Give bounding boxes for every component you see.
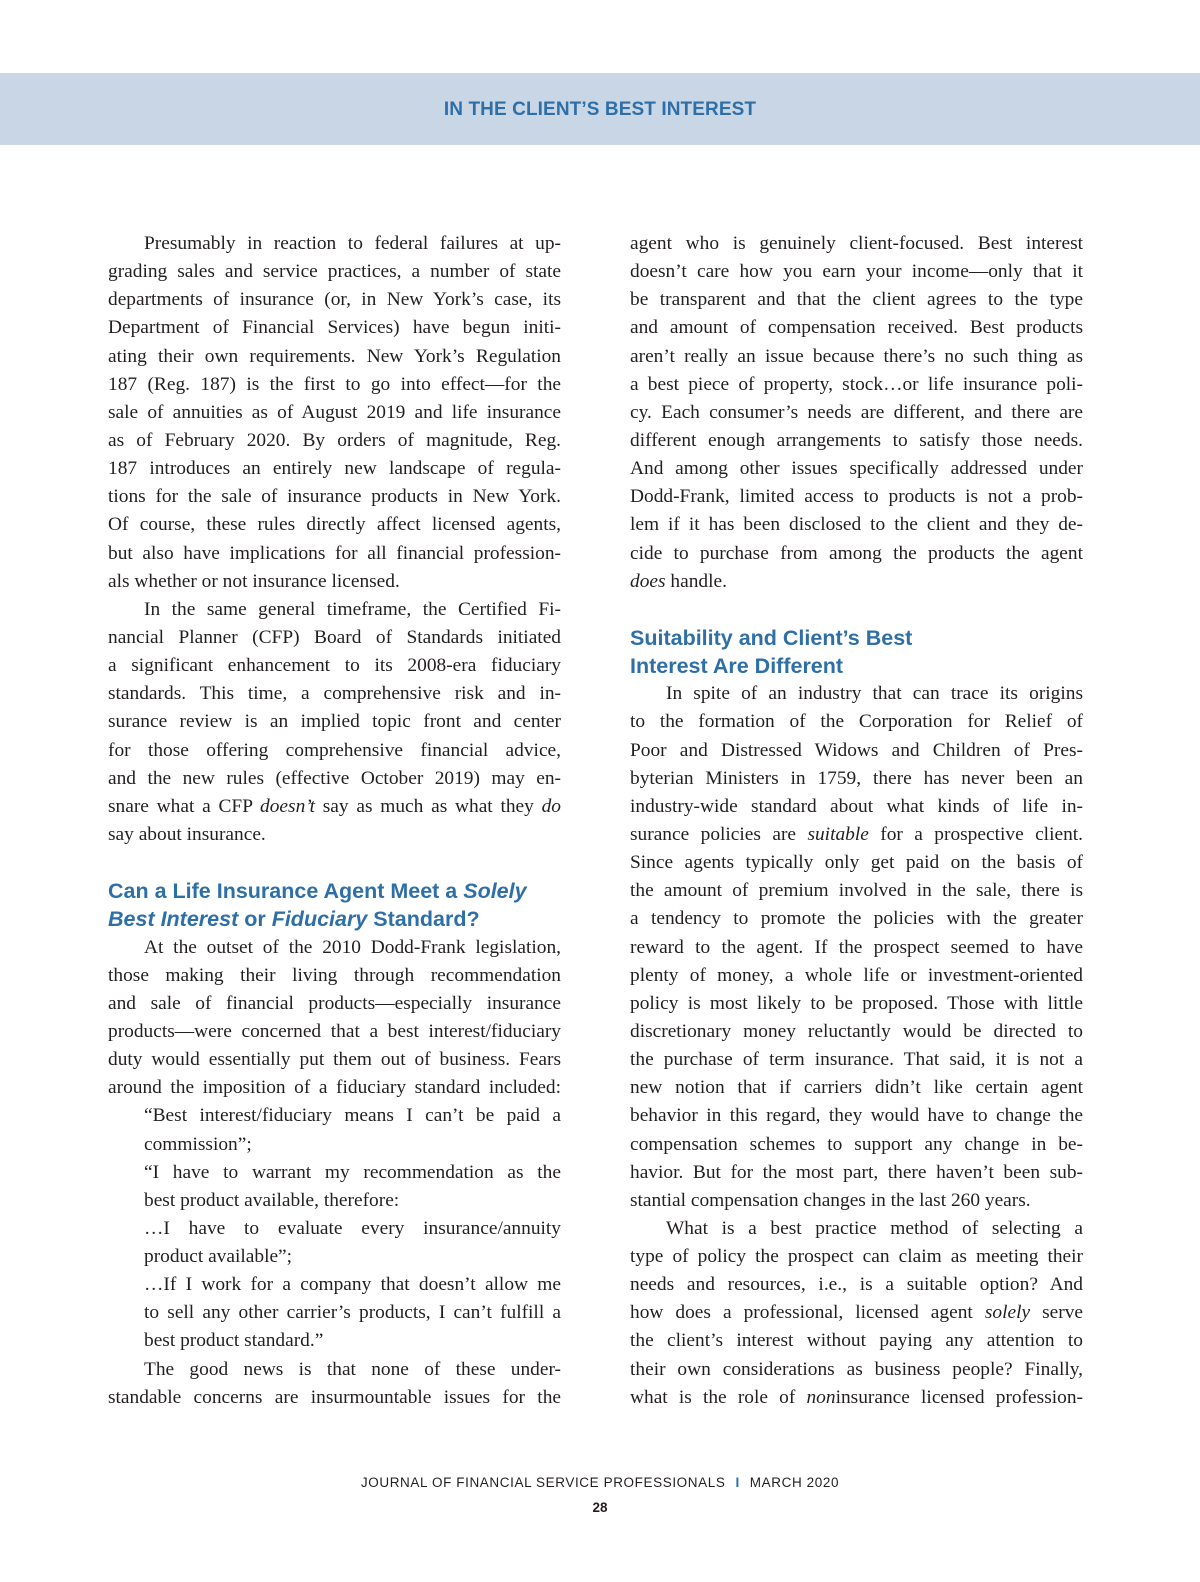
footer-separator: I — [735, 1475, 740, 1490]
body-text-line: products—were concerned that a best interest/fiduciary — [108, 1020, 561, 1042]
body-text-line: for those offering comprehensive financial advice, — [108, 739, 561, 761]
body-text-line: compensation schemes to support any change in be- — [630, 1133, 1083, 1155]
body-text-line: byterian Ministers in 1759, there has never been an — [630, 767, 1083, 789]
body-text-line: stantial compensation changes in the last 260 years. — [630, 1189, 1031, 1211]
body-text-line: needs and resources, i.e., is a suitable option? And — [630, 1274, 1083, 1296]
body-text-line: agent who is genuinely client-focused. Best interest — [630, 233, 1083, 254]
body-text-line: doesn’t care how you earn your income—only that it — [630, 261, 1083, 283]
body-text-line: In the same general timeframe, the Certified Fi- — [144, 598, 561, 620]
body-text-line: And among other issues specifically addressed under — [630, 458, 1083, 480]
body-text-line: “Best interest/fiduciary means I can’t be paid a — [144, 1105, 561, 1127]
body-text-line: …If I work for a company that doesn’t allow me — [144, 1274, 561, 1296]
body-text-line: At the outset of the 2010 Dodd-Frank legislation, — [144, 936, 561, 958]
footer-date: MARCH 2020 — [749, 1475, 840, 1490]
footer-journal-name: JOURNAL OF FINANCIAL SERVICE PROFESSIONALS — [360, 1475, 726, 1490]
body-text-line: product available”; — [144, 1246, 293, 1268]
body-text-line: Dodd-Frank, limited access to products is not a prob- — [630, 486, 1083, 508]
body-text-line: snare what a CFP doesn’t say as much as what they do — [108, 795, 561, 817]
body-text-line: surance policies are suitable for a prospective client. — [630, 823, 1083, 845]
body-text-line: standards. This time, a comprehensive risk and in- — [108, 683, 561, 705]
body-text-line: behavior in this regard, they would have to change the — [630, 1105, 1083, 1127]
running-header-title: IN THE CLIENT’S BEST INTEREST — [443, 99, 757, 120]
body-text-line: 187 (Reg. 187) is the first to go into effect—for the — [108, 373, 561, 395]
body-text-line: nancial Planner (CFP) Board of Standards initiated — [108, 626, 561, 648]
body-text-line: the client’s interest without paying any attention to — [630, 1330, 1083, 1352]
body-text-line: Presumably in reaction to federal failures at up- — [144, 233, 561, 254]
body-text-line: havior. But for the most part, there haven’t been sub- — [630, 1161, 1083, 1183]
section-heading-line: Can a Life Insurance Agent Meet a Solely — [108, 879, 527, 904]
body-text-line: ating their own requirements. New York’s Regulation — [108, 345, 561, 367]
body-text-line: aren’t really an issue because there’s no such thing as — [630, 345, 1083, 367]
body-text-line: 187 introduces an entirely new landscape of regula- — [108, 458, 561, 480]
body-text-line: Since agents typically only get paid on the basis of — [630, 852, 1083, 874]
body-text-line: …I have to evaluate every insurance/annuity — [144, 1217, 561, 1239]
body-text-line: around the imposition of a fiduciary standard included: — [108, 1077, 561, 1099]
body-text-line: best product standard.” — [144, 1330, 324, 1352]
body-text-line: be transparent and that the client agrees to the type — [630, 289, 1083, 311]
body-text-line: to the formation of the Corporation for Relief of — [630, 711, 1083, 733]
body-text-line: best product available, therefore: — [144, 1189, 400, 1211]
body-text-line: What is a best practice method of selecting a — [666, 1217, 1083, 1239]
body-text-line: a significant enhancement to its 2008-era fiduciary — [108, 655, 561, 677]
body-text-line: as of February 2020. By orders of magnitude, Reg. — [108, 429, 561, 451]
section-heading-line: Interest Are Different — [630, 654, 844, 679]
body-text-line: In spite of an industry that can trace its origins — [666, 683, 1083, 705]
body-text-line: surance review is an implied topic front and center — [108, 711, 561, 733]
body-text-line: Poor and Distressed Widows and Children of Pres- — [630, 739, 1083, 761]
body-text-line: plenty of money, a whole life or investment-oriented — [630, 964, 1083, 986]
body-text-line: The good news is that none of these under- — [144, 1358, 561, 1380]
body-text-line: Of course, these rules directly affect licensed agents, — [108, 514, 561, 536]
right-column — [630, 230, 1083, 1412]
body-text-line: a tendency to promote the policies with the greater — [630, 908, 1083, 930]
body-text-line: what is the role of noninsurance licensed profession- — [630, 1386, 1083, 1408]
section-heading-line: Suitability and Client’s Best — [630, 625, 913, 650]
body-text-line: different enough arrangements to satisfy those needs. — [630, 429, 1083, 451]
body-text-line: how does a professional, licensed agent solely serve — [630, 1302, 1083, 1324]
body-text-line: a best piece of property, stock…or life insurance poli- — [630, 373, 1083, 395]
body-text-line: discretionary money reluctantly would be directed to — [630, 1020, 1083, 1042]
body-text-line: type of policy the prospect can claim as meeting their — [630, 1246, 1083, 1268]
body-text-line: industry-wide standard about what kinds of life in- — [630, 795, 1083, 817]
body-text-line: duty would essentially put them out of business. Fears — [108, 1049, 561, 1071]
body-text-line: does handle. — [630, 570, 727, 592]
body-text-line: those making their living through recommendation — [108, 964, 561, 986]
body-text-line: and amount of compensation received. Best products — [630, 317, 1083, 339]
body-text-line: the purchase of term insurance. That said, it is not a — [630, 1049, 1083, 1071]
body-text-line: Department of Financial Services) have begun initi- — [108, 317, 561, 339]
body-text-line: commission”; — [144, 1133, 252, 1155]
body-text-line: “I have to warrant my recommendation as the — [144, 1161, 561, 1183]
page-number: 28 — [592, 1500, 608, 1515]
body-text-line: tions for the sale of insurance products in New York. — [108, 486, 561, 508]
section-heading-line: Best Interest or Fiduciary Standard? — [108, 907, 480, 932]
body-text-line: reward to the agent. If the prospect seemed to have — [630, 936, 1083, 958]
body-text-line: departments of insurance (or, in New York’s case, its — [108, 289, 561, 311]
body-text-line: sale of annuities as of August 2019 and life insurance — [108, 401, 561, 423]
body-text-line: but also have implications for all financial profession- — [108, 542, 561, 564]
body-text-line: and the new rules (effective October 2019) may en- — [108, 767, 561, 789]
body-text-line: new notion that if carriers didn’t like certain agent — [630, 1077, 1083, 1099]
body-text-line: cide to purchase from among the products the agent — [630, 542, 1083, 564]
body-text-line: als whether or not insurance licensed. — [108, 570, 400, 592]
body-text-line: grading sales and service practices, a number of state — [108, 261, 561, 283]
left-column — [108, 230, 561, 1412]
body-text-line: cy. Each consumer’s needs are different, and there are — [630, 401, 1083, 423]
body-text-line: the amount of premium involved in the sale, there is — [630, 880, 1083, 902]
body-text-line: say about insurance. — [108, 823, 266, 845]
footer-journal-line — [0, 1475, 1200, 1490]
body-text-line: and sale of financial products—especially insurance — [108, 992, 561, 1014]
body-text-line: policy is most likely to be proposed. Those with little — [630, 992, 1083, 1014]
body-text-line: their own considerations as business people? Finally, — [630, 1358, 1083, 1380]
body-text-line: lem if it has been disclosed to the client and they de- — [630, 514, 1083, 536]
body-text-line: standable concerns are insurmountable issues for the — [108, 1386, 561, 1408]
body-text-line: to sell any other carrier’s products, I can’t fulfill a — [144, 1302, 561, 1324]
